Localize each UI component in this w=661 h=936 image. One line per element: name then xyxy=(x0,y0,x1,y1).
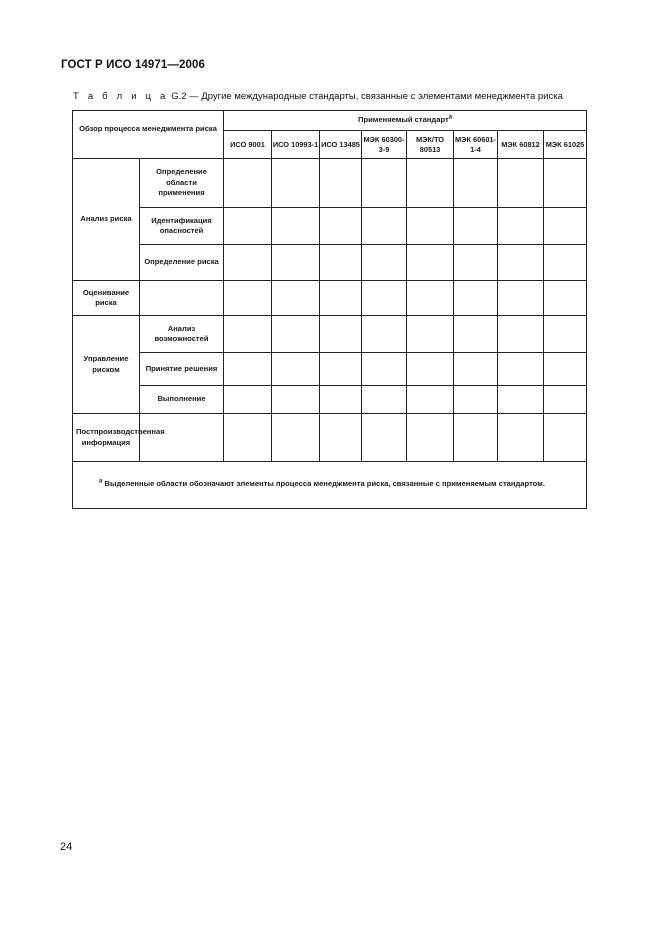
table-cell xyxy=(454,281,498,316)
process-step-label: Выполнение xyxy=(140,386,224,414)
table-cell xyxy=(544,159,587,208)
process-group-label: Анализ риска xyxy=(73,159,140,281)
process-step-label: Анализ возможностей xyxy=(140,316,224,353)
table-cell xyxy=(320,316,362,353)
table-row xyxy=(73,159,587,208)
standard-header: ИСО 10993-1 xyxy=(272,131,320,159)
table-cell xyxy=(407,245,454,281)
table-footnote xyxy=(73,462,587,509)
table-cell xyxy=(498,386,544,414)
table-cell xyxy=(544,386,587,414)
table-cell xyxy=(224,159,272,208)
table-cell xyxy=(362,386,407,414)
caption-label: Т а б л и ц а xyxy=(73,91,169,102)
footnote-text: Выделенные области обозначают элементы процесса менеджмента риска, связанные с применяемым стандартом. xyxy=(104,478,545,488)
table-cell xyxy=(498,353,544,386)
caption-number: G.2 xyxy=(171,91,187,102)
table-cell xyxy=(498,245,544,281)
table-cell xyxy=(320,245,362,281)
standards-table xyxy=(72,110,587,509)
table-cell xyxy=(272,386,320,414)
page-number: 24 xyxy=(60,841,73,853)
table-cell xyxy=(407,159,454,208)
standard-header: ИСО 9001 xyxy=(224,131,272,159)
table-cell xyxy=(407,386,454,414)
table-cell xyxy=(320,353,362,386)
table-cell xyxy=(272,353,320,386)
table-cell xyxy=(407,281,454,316)
table-cell xyxy=(544,245,587,281)
document-header: ГОСТ Р ИСО 14971—2006 xyxy=(61,59,206,71)
table-cell xyxy=(320,208,362,245)
table-cell xyxy=(272,245,320,281)
table-cell xyxy=(224,281,272,316)
table-cell xyxy=(362,208,407,245)
table-cell xyxy=(224,353,272,386)
table-cell xyxy=(454,208,498,245)
table-cell xyxy=(362,281,407,316)
standard-header: МЭК/ТО 80513 xyxy=(407,131,454,159)
applied-standard-label: Применяемый стандарт xyxy=(358,115,449,125)
process-step-label xyxy=(140,281,224,316)
table-cell xyxy=(498,281,544,316)
process-step-label: Принятие решения xyxy=(140,353,224,386)
table-cell xyxy=(362,245,407,281)
table-cell xyxy=(498,159,544,208)
table-cell xyxy=(320,414,362,462)
table-cell xyxy=(272,281,320,316)
table-cell xyxy=(224,414,272,462)
footnote-ref: a xyxy=(448,114,453,121)
table-cell xyxy=(224,316,272,353)
table-cell xyxy=(272,208,320,245)
process-step-label: Идентификация опасностей xyxy=(140,208,224,245)
table-cell xyxy=(454,245,498,281)
table-cell xyxy=(498,208,544,245)
process-group-label: Постпроизводственная информация xyxy=(73,414,140,462)
table-cell xyxy=(320,159,362,208)
table-row xyxy=(73,281,587,316)
process-group-label: Управление риском xyxy=(73,316,140,414)
table-cell xyxy=(224,245,272,281)
table-row xyxy=(73,208,587,245)
standard-header: ИСО 13485 xyxy=(320,131,362,159)
table-row xyxy=(73,414,587,462)
table-cell xyxy=(224,386,272,414)
table-cell xyxy=(544,414,587,462)
table-cell xyxy=(362,414,407,462)
table-cell xyxy=(454,386,498,414)
table-cell xyxy=(544,281,587,316)
table-cell xyxy=(498,316,544,353)
table-row xyxy=(73,386,587,414)
table-row xyxy=(73,353,587,386)
table-cell xyxy=(320,386,362,414)
table-cell xyxy=(407,316,454,353)
standard-header: МЭК 61025 xyxy=(544,131,587,159)
standard-header: МЭК 60812 xyxy=(498,131,544,159)
table-cell xyxy=(544,316,587,353)
table-cell xyxy=(224,208,272,245)
table-cell xyxy=(272,316,320,353)
table-cell xyxy=(544,353,587,386)
table-cell xyxy=(544,208,587,245)
table-row xyxy=(73,316,587,353)
process-group-label: Оценивание риска xyxy=(73,281,140,316)
process-step-label: Определение области применения xyxy=(140,159,224,208)
table-cell xyxy=(498,414,544,462)
process-overview-header: Обзор процесса менеджмента риска xyxy=(73,111,224,159)
table-row xyxy=(73,245,587,281)
table-cell xyxy=(454,159,498,208)
table-cell xyxy=(272,414,320,462)
table-cell xyxy=(272,159,320,208)
caption-title: — Другие международные стандарты, связанные с элементами менеджмента риска xyxy=(189,91,563,102)
table-cell xyxy=(454,414,498,462)
standard-header: МЭК 60300-3-9 xyxy=(362,131,407,159)
standard-header: МЭК 60601-1-4 xyxy=(454,131,498,159)
table-cell xyxy=(362,316,407,353)
table-cell xyxy=(407,353,454,386)
table-cell xyxy=(320,281,362,316)
footnote-marker: a xyxy=(99,478,103,485)
process-step-label: Определение риска xyxy=(140,245,224,281)
table-caption xyxy=(73,91,563,102)
table-cell xyxy=(362,159,407,208)
table-cell xyxy=(454,316,498,353)
table-cell xyxy=(362,353,407,386)
table-cell xyxy=(407,208,454,245)
table-cell xyxy=(454,353,498,386)
applied-standard-header xyxy=(224,111,587,131)
process-step-label xyxy=(140,414,224,462)
table-cell xyxy=(407,414,454,462)
